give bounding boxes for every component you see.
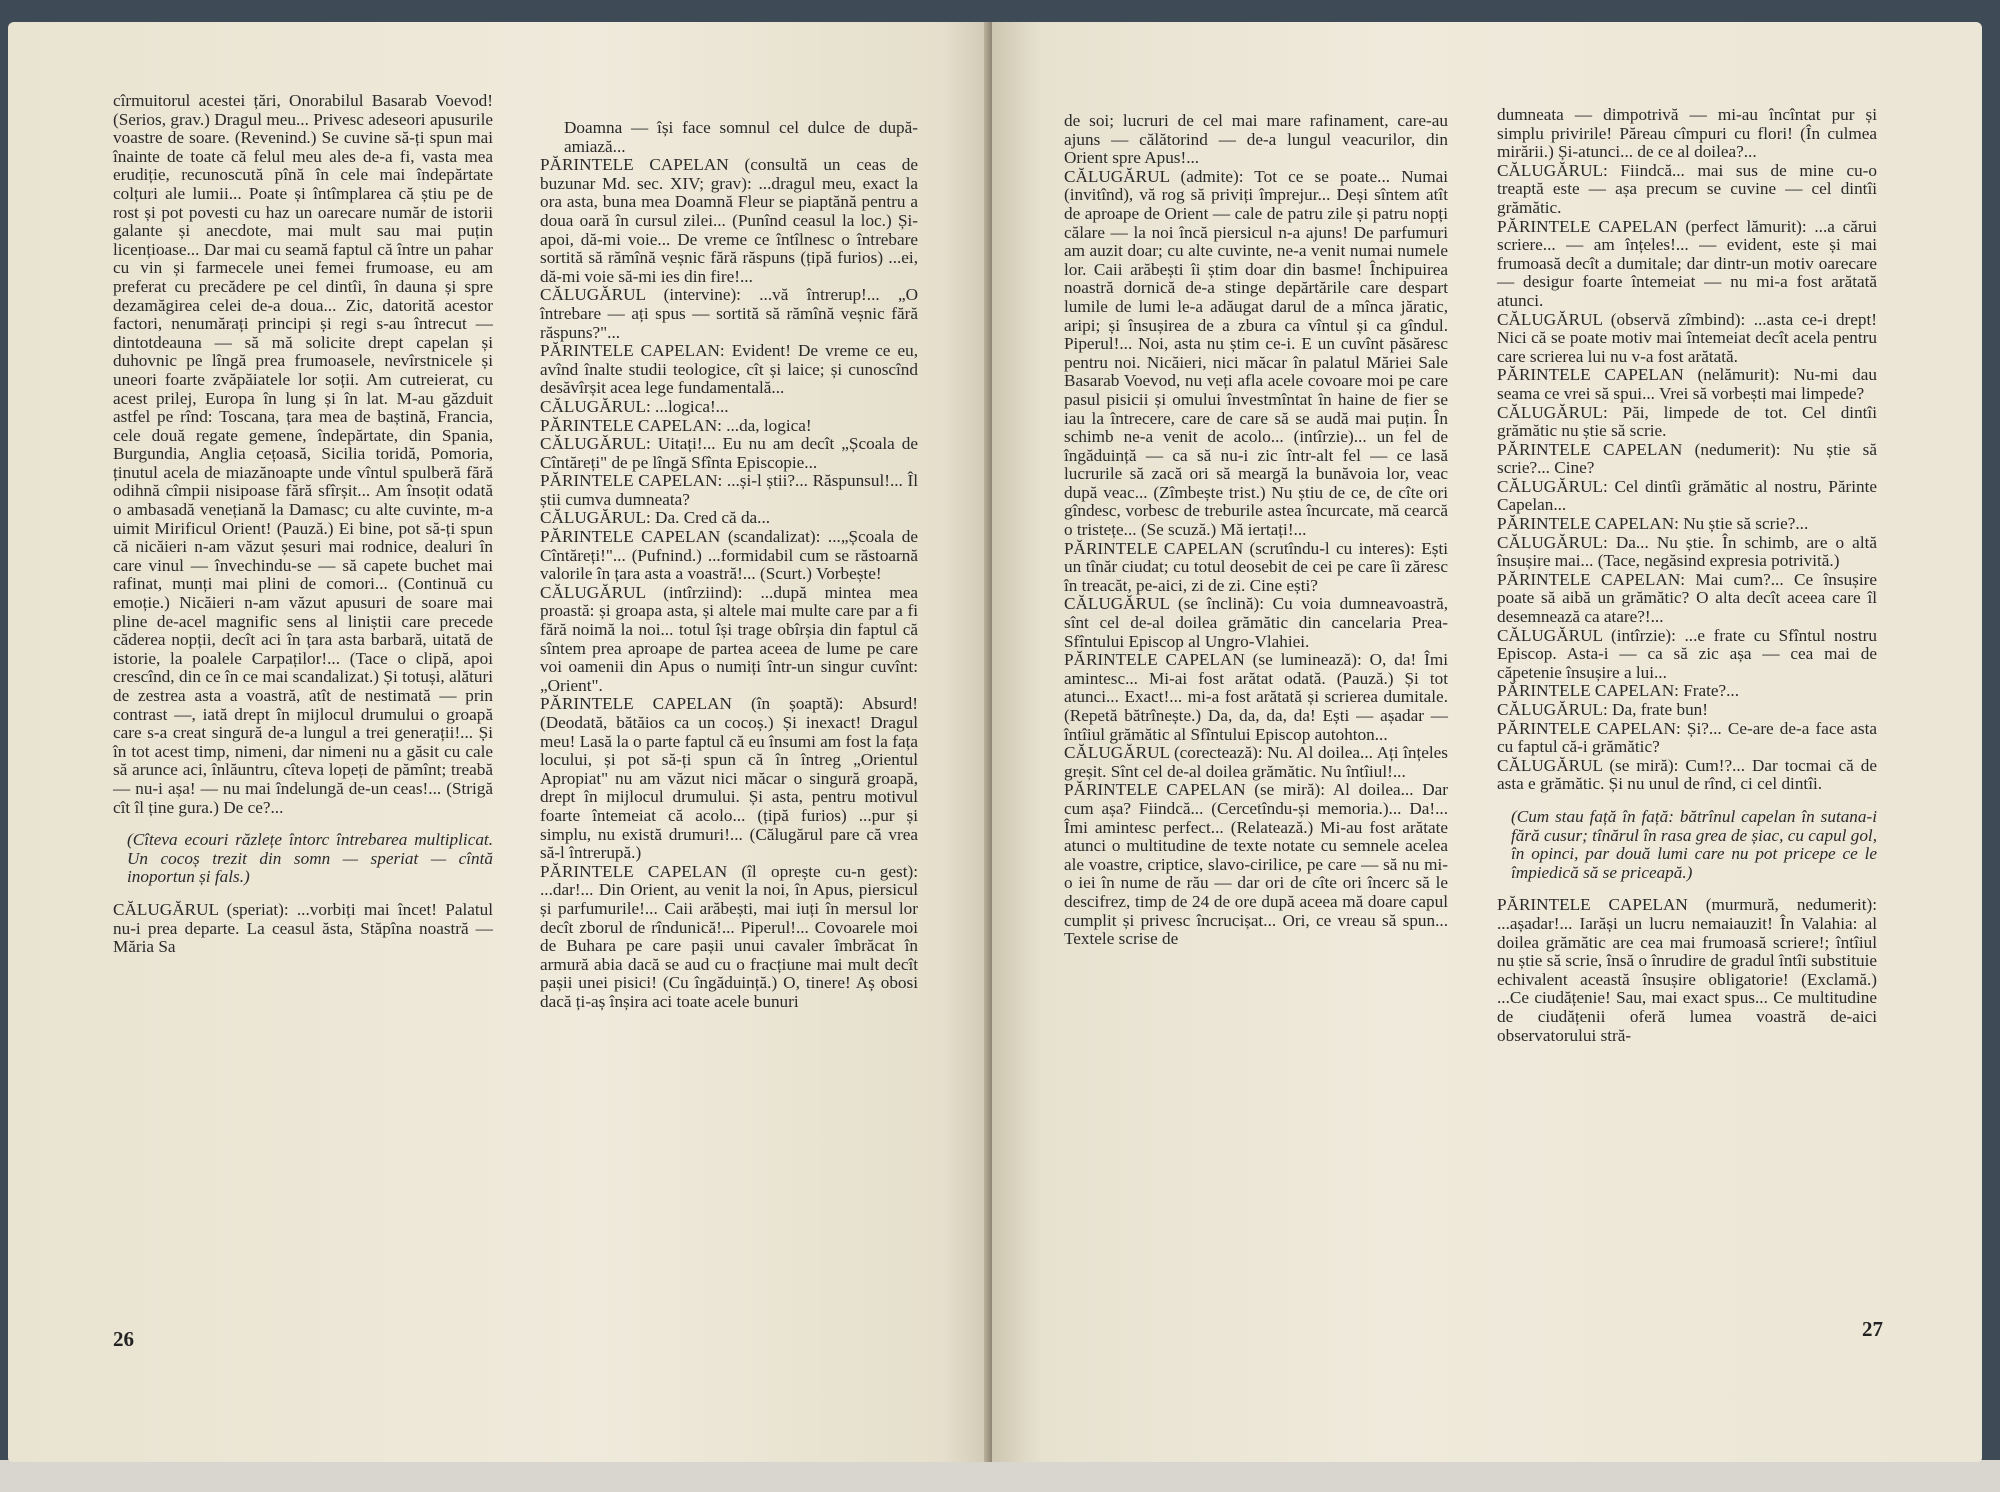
left-column-2	[540, 119, 918, 1012]
paragraph: CĂLUGĂRUL: ...logica!...	[540, 396, 729, 416]
paragraph: CĂLUGĂRUL (speriat): ...vorbiți mai încet! Palatul nu-i prea departe. La ceasul ăsta, Stăpîna noastră — Măria Sa	[113, 899, 493, 957]
paragraph: CĂLUGĂRUL (intervine): ...vă întrerup!... „O întrebare — ați spus — sortită să rămînă veșnic fără răspuns?"...	[540, 285, 918, 342]
paragraph: CĂLUGĂRUL (admite): Tot ce se poate... Numai (invitînd), vă rog să priviți împrejur... Deși sîntem atît de aproape de Orient — cale de patru zile și patru nopți călare — la noi încă piersicul n-a ajuns! De parfumuri am auzit doar; cu alte cuvinte, ne-a venit numai numele lor. Caii arăbești îi știm doar din basme! Închipuirea noastră dornică de-a stinge depărtările care despart lumile de lumi le-a adăugat darul de a mînca jăratic, aripi; și însușirea de a zbura ca vîntul și ca gîndul. Piperul!... Noi, asta nu știm ce-i. E un cuvînt păsăresc pentru noi. Nicăieri, nici măcar în palatul Măriei Sale Basarab Voevod, nu veți afla acele covoare moi pe care pasul pisicii și omului învestmîntat în haine de fier se iau la întrecere, care de care să se audă mai puțin. În schimb ne-a venit de acolo... (intîrzie)... un fel de îngăduință — ca să nu-i zic într-alt fel — ce lasă lucrurile să zacă ori să meargă la bunăvoia lor, veac după veac... (Zîmbește trist.) Nu știu de ce, de cîte ori gîndesc, vorbesc de treburile astea încurcate, mă cearcă o tristețe... (Se scuză.) Mă iertați!...	[1064, 166, 1448, 540]
right-column-1	[1064, 112, 1448, 949]
paragraph: PĂRINTELE CAPELAN (îl oprește cu-n gest): ...dar!... Din Orient, au venit la noi, în Apus, piersicul și parfumurile!... Caii arăbești, mai iuți în mersul lor decît zborul de rîndunică!... Piperul!... Covoarele moi de Buhara pe care pașii unui cavaler îmbrăcat în armură abia dacă se aud cu o fracțiune mai mult decît pașii unei pisici! (Cu îngăduință.) O, tinere! Aș obosi dacă ți-aș înșira aci toate acele bunuri	[540, 861, 918, 1011]
paragraph: PĂRINTELE CAPELAN: Mai cum?... Ce însușire poate să aibă un grămătic? O alta decît aceea care îl desemnează ca atare?!...	[1497, 569, 1877, 627]
right-page	[992, 22, 1982, 1462]
page-number: 26	[113, 1327, 134, 1351]
paragraph: de soi; lucruri de cel mai mare rafinament, care-au ajuns — călătorind — de-a lungul veacurilor, din Orient spre Apus!...	[1064, 111, 1448, 168]
left-column-1	[113, 92, 493, 957]
paragraph: CĂLUGĂRUL: Da... Nu știe. În schimb, are o altă însușire mai... (Tace, negăsind expresia potrivită.)	[1497, 532, 1877, 571]
paragraph: PĂRINTELE CAPELAN: ...da, logica!	[540, 415, 812, 435]
paragraph: CĂLUGĂRUL (se înclină): Cu voia dumneavoastră, sînt cel de-al doilea grămătic din cancelaria Prea-Sfîntului Episcop al Ungro-Vlahiei.	[1064, 594, 1448, 651]
paragraph: cîrmuitorul acestei țări, Onorabilul Basarab Voevod! (Serios, grav.) Dragul meu... Privesc adeseori apusurile voastre de soare. (Revenind.) Se cuvine să-ți spun mai înainte de toate că felul meu ales de-a fi, vasta mea erudiție, recunoscută pînă în cele mai îndepărtate colțuri ale lumii... Poate și întîmplarea că știu pe de rost și pot povesti cu haz un oarecare număr de istorii galante și anecdote, mai mult sau mai puțin licențioase... Dar mai cu seamă faptul că între un pahar cu vin și farmecele unei femei frumoase, eu am preferat cu precădere pe cel dintîi, în dauna și spre dezamăgirea celei de-a doua... Zic, datorită acestor factori, nenumărați principi și regi s-au întrecut — dintotdeauna — să mă solicite drept capelan și duhovnic pe lîngă prea frumoasele, nevîrstnicele și uneori foarte zvăpăiatele lor soții. Am cutreierat, cu acest prilej, Europa în lung și în lat. M-au găzduit astfel pe rînd: Toscana, țara mea de baștină, Francia, cele două regate gemene, îndepărtate, din Spania, Burgundia, Anglia cețoasă, Sicilia toridă, Pomoria, ținutul acela de miazănoapte unde vîntul spulberă fără odihnă cîmpii nisipoase fără sfîrșit... Am însoțit odată o ambasadă venețiană la Damasc; cu alte cuvinte, m-a uimit Mirificul Orient! (Pauză.) Ei bine, pot să-ți spun că nicăieri n-am văzut șesuri mai rodnice, dealuri în care vinul — învechindu-se — să capete buchet mai rafinat, munți mai plini de comori... (Continuă cu emoție.) Nicăieri n-am văzut apusuri de soare mai pline de-acel magnific sens al liniștii care precede căderea nopții, decît aci în țara asta barbară, uitată de istorie, la poalele Carpaților!... (Tace o clipă, apoi crescînd, din ce în ce mai scandalizat.) Și totuși, alături de zestrea asta a voastră, atît de nestimată — prin contrast —, iată drept în mijlocul drumului o groapă care s-a creat singură de-a lungul a trei generații!... Și în tot acest timp, nimeni, dar nimeni nu a găsit cu cale să arunce aci, înlăuntru, cîteva lopeți de pămînt; treabă — nu-i așa! — nu mai îndelungă de-un ceas!... (Strigă cît îl ține gura.) De ce?...	[113, 91, 493, 817]
paragraph: CĂLUGĂRUL: Păi, limpede de tot. Cel dintîi grămătic nu știe să scrie.	[1497, 402, 1877, 441]
paragraph: PĂRINTELE CAPELAN (scrutîndu-l cu interes): Ești un tînăr ciudat; cu totul deosebit de cei pe care îi zăresc în treacăt, pe-aici, zi de zi. Cine ești?	[1064, 538, 1448, 595]
paragraph: PĂRINTELE CAPELAN (nelămurit): Nu-mi dau seama ce vrei să spui... Vrei să vorbești mai limpede?	[1497, 365, 1877, 403]
paragraph: CĂLUGĂRUL: Fiindcă... mai sus de mine cu-o treaptă este — așa precum se cuvine — cel dintîi grămătic.	[1497, 160, 1877, 217]
paragraph: PĂRINTELE CAPELAN: Nu știe să scrie?...	[1497, 514, 1809, 534]
paragraph: CĂLUGĂRUL (corectează): Nu. Al doilea... Ați înțeles greșit. Sînt cel de-al doilea grămătic. Nu întîiul!...	[1064, 743, 1448, 781]
paragraph: CĂLUGĂRUL: Da. Cred că da...	[540, 508, 771, 528]
paragraph: PĂRINTELE CAPELAN (se miră): Al doilea... Dar cum așa? Fiindcă... (Cercetîndu-și memoria.)... Da!... Îmi amintesc perfect... (Relatează.) Mi-au fost arătate atunci o multitudine de texte notate cu semnele acelea ale voastre, criptice, slavo-cirilice, pe care — să nu mi-o iei în nume de rău — dar ori de cîte ori încerc să le descifrez, timp de 24 de ore după aceea mă doare capul cumplit și privesc încrucișat... Ori, ce vreau să spun... Textele scrise de	[1064, 780, 1448, 949]
paragraph: CĂLUGĂRUL (intîrziind): ...după mintea mea proastă: și groapa asta, și altele mai multe care par a fi fără noimă la noi... totul își trage obîrșia din faptul că sîntem prea aproape de partea aceea de lume pe care voi oamenii din Apus o numiți într-un singur cuvînt: „Orient".	[540, 582, 918, 695]
paragraph: PĂRINTELE CAPELAN: ...și-l știi?... Răspunsul!... Îl știi cumva dumneata?	[540, 471, 918, 509]
paragraph: PĂRINTELE CAPELAN (consultă un ceas de buzunar Md. sec. XIV; grav): ...dragul meu, exact la ora asta, buna mea Doamnă Fleur se piaptănă pentru a doua oară în cursul zilei... (Punînd ceasul la loc.) Și-apoi, dă-mi voie... De vreme ce întîlnesc o întrebare sortită să rămînă veșnic fără răspuns (țipă furios) ...ei, dă-mi voie să-mi ies din fire!...	[540, 155, 918, 286]
paragraph: PĂRINTELE CAPELAN: Și?... Ce-are de-a face asta cu faptul că-i grămătic?	[1497, 718, 1877, 757]
table-surface	[0, 1460, 2000, 1492]
paragraph: PĂRINTELE CAPELAN: Evident! De vreme ce eu, avînd înalte studii teologice, cît și laice; și cunoscînd desăvîrșit acea lege fundamentală...	[540, 341, 918, 398]
paragraph: PĂRINTELE CAPELAN (se luminează): O, da! Îmi amintesc... Mi-ai fost arătat odată. (Pauză.) Și tot atunci... Exact!... mi-a fost arătată și scrierea dumitale. (Repetă bătrînește.) Da, da, da, da! Ești — așadar — întîiul grămătic al Sfîntului Episcop autohton...	[1064, 650, 1448, 744]
paragraph: CĂLUGĂRUL (se miră): Cum!?... Dar tocmai că de asta e grămătic. Și nu unul de rînd, ci cel dintîi.	[1497, 755, 1877, 794]
paragraph: CĂLUGĂRUL: Uitați!... Eu nu am decît „Școala de Cîntăreți" de pe lîngă Sfînta Episcopie...	[540, 434, 918, 472]
page-number: 27	[1862, 1317, 1883, 1341]
paragraph: PĂRINTELE CAPELAN (în șoaptă): Absurd! (Deodată, bătăios ca un cocoș.) Și inexact! Dragul meu! Lasă la o parte faptul că eu însumi am fost la fața locului, și pot să-ți spun că în întreg „Orientul Apropiat" nu am văzut nici măcar o singură groapă, drept în mijlocul drumului. Și asta, pentru motivul foarte întemeiat că acolo... (țipă furios) ...pur și simplu, nu există drumuri!... (Călugărul pare că vrea să-l întrerupă.)	[540, 694, 918, 863]
paragraph: CĂLUGĂRUL (observă zîmbind): ...asta ce-i drept! Nici că se poate motiv mai întemeiat decît acela pentru care scrierea lui nu v-a fost arătată.	[1497, 309, 1877, 366]
stage-direction: (Cîteva ecouri răzlețe întorc întrebarea multiplicat. Un cocoș trezit din somn — speriat — cîntă inoportun și fals.)	[127, 830, 493, 887]
stage-direction: (Cum stau față în față: bătrînul capelan în sutana-i fără cusur; tînărul în rasa grea de șiac, cu capul gol, în opinci, par două lumi care nu pot pricepe ce le împiedică să se priceapă.)	[1511, 806, 1878, 882]
paragraph: PĂRINTELE CAPELAN (scandalizat): ...„Școala de Cîntăreți!"... (Pufnind.) ...formidabil cum se răstoarnă valorile în țara asta a voastră!... (Scurt.) Vorbește!	[540, 527, 918, 584]
paragraph: CĂLUGĂRUL (intîrzie): ...e frate cu Sfîntul nostru Episcop. Asta-i — ca să zic așa — cea mai de căpetenie însușire a lui...	[1497, 625, 1877, 682]
paragraph: PĂRINTELE CAPELAN (murmură, nedumerit): ...așadar!... Iarăși un lucru nemaiauzit! În Valahia: al doilea grămătic are cea mai frumoasă scriere!; întîiul nu știe să scrie, însă o înrudire de gradul întîi substituie echivalent această însușire obligatorie! (Exclamă.) ...Ce ciudățenie! Sau, mai exact spus... Ce multitudine de ciudățenii oferă lumea voastră de-aici observatorului stră-	[1497, 895, 1877, 1045]
paragraph: PĂRINTELE CAPELAN (nedumerit): Nu știe să scrie?... Cine?	[1497, 439, 1877, 478]
paragraph: dumneata — dimpotrivă — mi-au încîntat pur și simplu privirile! Păreau cîmpuri cu flori! (În culmea mirării.) Și-atunci... de ce al doilea?...	[1497, 105, 1877, 162]
paragraph: PĂRINTELE CAPELAN (perfect lămurit): ...a cărui scriere... — am înțeles!... — evident, este și mai frumoasă decît a dumitale; dar dintr-un motiv oarecare — desigur foarte întemeiat — nu mi-a fost arătată atunci.	[1497, 216, 1877, 310]
paragraph: CĂLUGĂRUL: Da, frate bun!	[1497, 700, 1708, 719]
paragraph: Doamna — își face somnul cel dulce de după-amiază...	[564, 118, 918, 156]
paragraph: CĂLUGĂRUL: Cel dintîi grămătic al nostru, Părinte Capelan...	[1497, 476, 1877, 515]
right-column-2	[1497, 106, 1877, 1045]
left-page	[8, 22, 992, 1462]
paragraph: PĂRINTELE CAPELAN: Frate?...	[1497, 681, 1740, 701]
